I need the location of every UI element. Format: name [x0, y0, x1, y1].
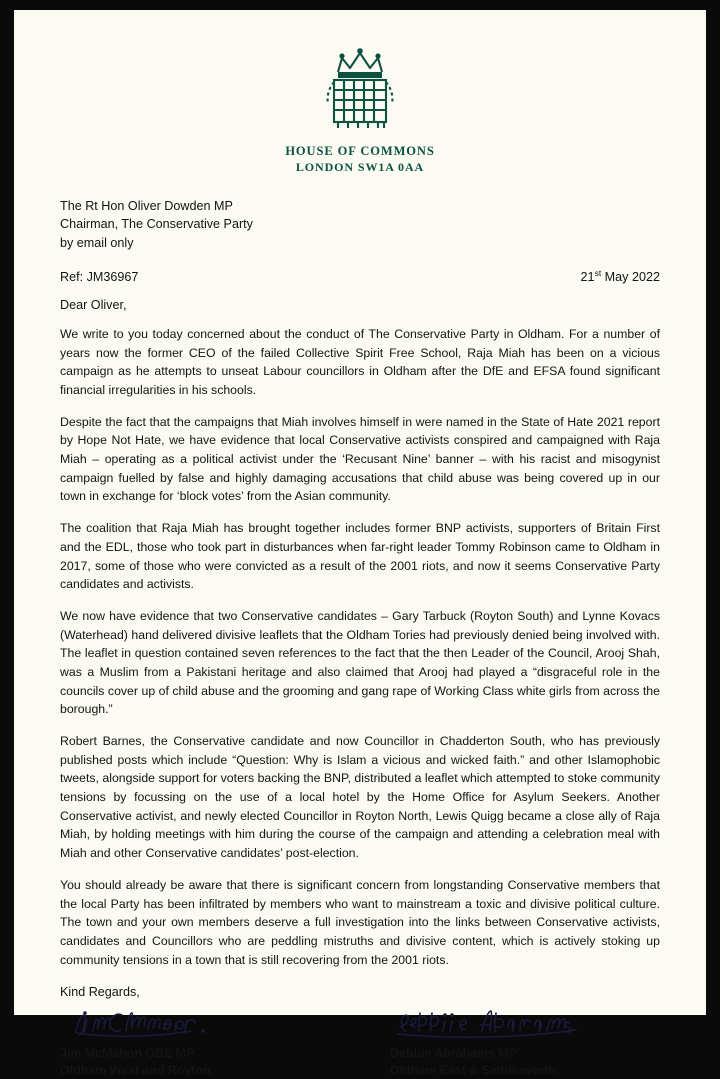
signatory-2-constituency: Oldham East & Saddleworth	[390, 1062, 556, 1077]
signatory-1-name: Jim McMahon OBE MP	[60, 1046, 195, 1061]
date-ordinal: st	[594, 267, 602, 278]
signatory-2	[360, 1001, 660, 1078]
letterhead-line-1: HOUSE OF COMMONS	[285, 144, 435, 158]
body-paragraph-4: We now have evidence that two Conservative candidates – Gary Tarbuck (Royton South) and Lynne Kovacs (Waterhead) hand delivered divisive leaflets that the Oldham Tories had previously denied being involved with. The leaflet in question contained seven references to the fact that the then Leader of the Council, Arooj Shah, was a Muslim from a Pakistani heritage and also claimed that Arooj had played a “disgraceful role in the councils cover up of child abuse and the grooming and gang rape of Working Class white girls from across the borough.”	[60, 608, 660, 717]
address-line-2: Chairman, The Conservative Party	[60, 217, 253, 232]
body-paragraph-2: Despite the fact that the campaigns that Miah involves himself in were named in the State of Hate 2021 report by Hope Not Hate, we have evidence that local Conservative activists conspired and campaigned with Raja Miah – operating as a political activist under the ‘Recusant Nine’ banner – with his racist and misogynist campaign fuelled by false and highly damaging accusations that child abuse was being covered up in our town in exchange for ‘block votes’ from the Asian community.	[60, 414, 660, 504]
letterhead-line-2: LONDON SW1A 0AA	[295, 160, 425, 174]
letter-date	[581, 268, 660, 284]
date-rest: May 2022	[601, 269, 660, 284]
recipient-address	[60, 197, 660, 252]
signatory-1-constituency: Oldham West and Royton	[60, 1062, 211, 1077]
closing-line: Kind Regards,	[60, 985, 140, 1000]
body-paragraph-3: The coalition that Raja Miah has brought together includes former BNP activists, supporters of Britain First and the EDL, those who took part in disturbances when far-right leader Tommy Robinson came to Oldham in 2017, some of those who were convicted as a result of the 2001 riots, and now it seems Conservative Party candidates and activists.	[60, 521, 660, 592]
body-paragraph-6: You should already be aware that there is significant concern from longstanding Conservative members that the local Party has been infiltrated by members who want to mainstream a toxic and divisive political culture. The town and your own members deserve a full investigation into the links between Conservative activists, candidates and Councillors who are peddling mistruths and divisive content, which is actively stoking up community tensions in a town that is still recovering from the 2001 riots.	[60, 877, 660, 967]
handwritten-signature-debbie-abrahams-icon	[390, 1001, 605, 1043]
signatory-1	[60, 1001, 360, 1078]
body-paragraph-5: Robert Barnes, the Conservative candidate and now Councillor in Chadderton South, who has previously published posts which include “Question: Why is Islam a vicious and wicked faith.” and other Islamophobic tweets, alongside support for voters backing the BNP, distributed a leaflet which attempted to stoke community tensions by focussing on the use of a local hotel by the Home Office for Asylum Seekers. Another Conservative activist, and newly elected Councillor in Royton North, Lewis Quigg became a close ally of Raja Miah, by holding meetings with him during the course of the campaign and attending a celebration meal with Miah and other Conservative candidates’ post-election.	[60, 734, 660, 861]
signature-block	[60, 1001, 660, 1078]
address-line-1: The Rt Hon Oliver Dowden MP	[60, 199, 233, 213]
signatory-2-name: Debbie Abrahams MP	[390, 1046, 517, 1061]
body-paragraph-1: We write to you today concerned about the conduct of The Conservative Party in Oldham. For a number of years now the former CEO of the failed Collective Spirit Free School, Raja Miah has been on a vicious campaign as he attempts to unseat Labour councillors in Oldham after the DfE and EFSA found significant financial irregularities in his schools.	[60, 326, 660, 397]
portcullis-crown-crest-icon	[312, 46, 408, 138]
salutation: Dear Oliver,	[60, 297, 127, 312]
date-day: 21	[580, 269, 595, 284]
address-line-3: by email only	[60, 235, 134, 250]
letterhead	[60, 46, 660, 175]
reference-row	[60, 268, 660, 284]
reference-number: Ref: JM36967	[60, 269, 139, 284]
handwritten-signature-jim-mcmahon-icon	[60, 1001, 250, 1043]
letter-page	[14, 10, 706, 1077]
